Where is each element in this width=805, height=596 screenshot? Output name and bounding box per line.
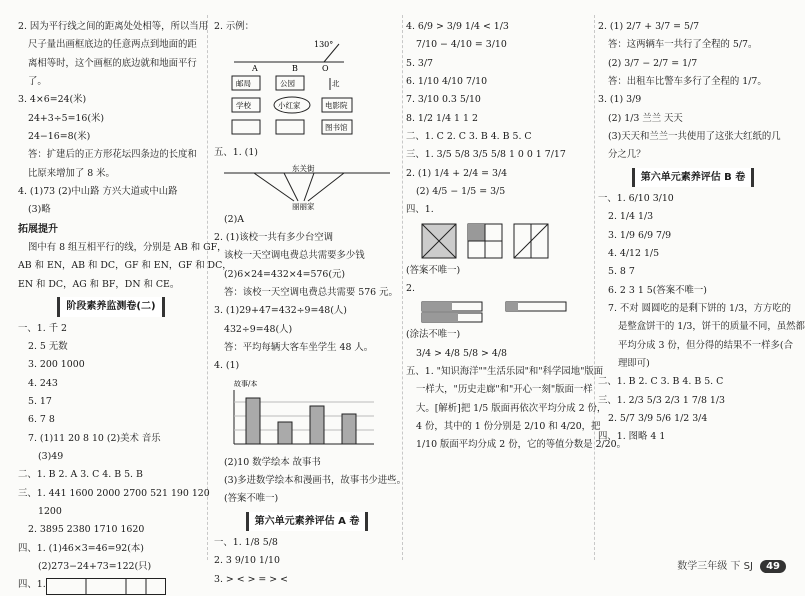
column-divider (594, 15, 595, 560)
answer-line: 3. > < > = > < (214, 573, 288, 585)
test-heading-label: 第六单元素养评估 A 卷 (246, 512, 369, 532)
answer-line: 一、1. 1/8 5/8 (214, 537, 278, 549)
grid-figure (46, 578, 166, 596)
answer-line: 三、1. 441 1600 2000 2700 521 190 120 (18, 487, 210, 499)
answer-line: 3/4 > 4/8 5/8 > 4/8 (416, 347, 507, 359)
answer-line: 离相等时，这个画框的底边就和地面平行 (28, 57, 197, 69)
point-label: B (292, 64, 298, 74)
answer-line: 五、1. "知识海洋""生活乐园"和"科学园地"版面 (406, 365, 604, 377)
map-figure (214, 74, 400, 142)
answer-line: 2. 示例： (214, 21, 255, 32)
answer-line: 答：这两辆车一共行了全程的 5/7。 (608, 39, 758, 51)
answer-line: 2. 5/7 3/9 5/6 1/2 3/4 (608, 413, 708, 425)
answer-line: 2. (1) 1/4 + 2/4 = 3/4 (406, 167, 508, 179)
answer-line: (2)A (224, 213, 245, 225)
answer-line: (3)天天和兰兰一共使用了这张大红纸的几 (608, 130, 781, 142)
answer-line: 24−16=8(米) (28, 130, 91, 142)
answer-line: AB 和 EN，AB 和 DC，GF 和 EN，GF 和 DC， (18, 260, 232, 272)
answer-line: (2) 1/3 兰兰 天天 (608, 112, 683, 124)
point-label: O (322, 64, 329, 74)
answer-line: 了。 (28, 75, 47, 87)
map-label: 学校 (236, 101, 251, 111)
map-label: 电影院 (325, 101, 348, 111)
answer-line: 一样大，"历史走廊"和"开心一刻"版面一样 (416, 384, 593, 396)
column-divider (207, 15, 208, 560)
bar-chart-figure (214, 378, 384, 452)
answer-line: 答：出租车比警车多行了全程的 1/7。 (608, 75, 767, 87)
answer-line: 二、1. C 2. C 3. B 4. B 5. C (406, 130, 532, 142)
column-4 (598, 18, 805, 447)
map-label: 图书馆 (325, 123, 348, 133)
answer-line: (答案不唯一) (224, 493, 279, 505)
angle-figure (214, 38, 400, 72)
answer-line: 答：该校一天空调电费总共需要 576 元。 (224, 286, 398, 298)
answer-line: 3. 4×6=24(米) (18, 94, 87, 106)
answer-line: 一、1. 千 2 (18, 322, 67, 334)
answer-line: 五、1. (1) (214, 147, 258, 159)
map-label: 邮局 (236, 79, 251, 89)
answer-line: 2. 3895 2380 1710 1620 (28, 524, 145, 536)
answer-line: (2)273−24+73=122(只) (38, 560, 152, 572)
answer-line: 三、1. 2/3 5/3 2/3 1 7/8 1/3 (598, 394, 725, 406)
route-figure (214, 165, 400, 209)
answer-line: 4 份，其中的 1 份分别是 2/10 和 4/20，把 (416, 420, 601, 432)
answer-line: (2) 4/5 − 1/5 = 3/5 (416, 185, 506, 197)
test-heading (214, 512, 400, 532)
answer-line: 尺子量出画框底边的任意两点到地面的距 (28, 39, 197, 51)
answer-line: 四、1. (406, 204, 434, 216)
chart-ylabel: 故事/本 (234, 379, 258, 388)
test-heading-label: 第六单元素养评估 B 卷 (632, 168, 755, 188)
answer-label: 四、1. (18, 579, 46, 591)
fraction-shapes-figure (406, 222, 586, 260)
column-2 (214, 18, 407, 589)
answer-line (18, 576, 204, 594)
column-1 (18, 18, 232, 595)
answer-line: 答：平均每辆大客车坐学生 48 人。 (224, 341, 374, 353)
answer-line: 4. 4/12 1/5 (608, 248, 660, 260)
answer-line: 4. (1) (214, 360, 240, 372)
answer-line: 6. 7 8 (28, 414, 55, 426)
answer-line: 6. 2 3 1 5(答案不唯一) (608, 284, 707, 296)
answer-line: 7. (1)11 20 8 10 (2)美术 音乐 (28, 432, 161, 444)
answer-line: 4. 6/9 > 3/9 1/4 < 1/3 (406, 21, 509, 32)
answer-line: 7. 3/10 0.3 5/10 (406, 94, 481, 106)
answer-line: 大。[解析]把 1/5 版面再依次平均分成 2 份， (416, 402, 607, 414)
answer-line: EN 和 DC，AG 和 BF，DN 和 CE。 (18, 278, 180, 290)
answer-line: 三、1. 3/5 5/8 3/5 5/8 1 0 0 1 7/17 (406, 149, 566, 161)
answer-line: 比原来增加了 8 米。 (28, 167, 115, 179)
answer-line: (2)6×24=432×4=576(元) (224, 268, 346, 280)
answer-line: (3)多进数学绘本和漫画书，故事书少进些。 (224, 474, 407, 486)
answer-line: 是整盒饼干的 1/3，饼干的质量不同，虽然都 (618, 321, 805, 333)
answer-line: (涂法不唯一) (406, 329, 461, 341)
answer-line: 2. (1) 2/7 + 3/7 = 5/7 (598, 21, 700, 32)
home-label: 丽丽家 (292, 201, 315, 211)
answer-line: 3. 1/9 6/9 7/9 (608, 229, 672, 241)
answer-line: 2. (406, 282, 415, 294)
answer-line: 5. 3/7 (406, 57, 434, 69)
answer-line: 24+3÷5=16(米) (28, 112, 105, 124)
page-number: 49 (760, 560, 786, 573)
answer-line: 3. (1)29+47=432÷9=48(人) (214, 305, 347, 317)
fraction-bars-figure (406, 300, 586, 324)
book-title: 数学三年级 下 SJ (677, 561, 753, 572)
answer-line: (2) 3/7 − 2/7 = 1/7 (608, 57, 698, 69)
answer-line: 5. 8 7 (608, 266, 635, 278)
answer-line: 答：扩建后的正方形花坛四条边的长度和 (28, 149, 197, 161)
answer-line: 图中有 8 组互相平行的线，分别是 AB 和 GF， (28, 242, 227, 254)
answer-line: (3)49 (38, 450, 64, 462)
answer-line: 3. 200 1000 (28, 359, 85, 371)
answer-line: (3)略 (28, 204, 51, 216)
answer-line: 二、1. B 2. C 3. B 4. B 5. C (598, 376, 724, 388)
map-label: 公园 (280, 79, 295, 89)
answer-line: 该校一天空调电费总共需要多少钱 (224, 250, 365, 262)
section-title: 拓展提升 (18, 223, 58, 235)
answer-line: 理即可) (618, 358, 650, 370)
answer-line: 2. 3 9/10 1/10 (214, 555, 280, 567)
answer-line: (2)10 数学绘本 故事书 (224, 456, 321, 468)
answer-line: 1200 (38, 505, 62, 517)
answer-line: 7. 不对 圆圆吃的是剩下饼的 1/3，方方吃的 (608, 303, 791, 315)
page-footer (677, 557, 786, 573)
answer-line: 4. (1)73 (2)中山路 方兴大道或中山路 (18, 185, 178, 197)
answer-line: 分之几？ (608, 149, 646, 161)
map-label: 北 (332, 79, 340, 89)
answer-line: 7/10 − 4/10 = 3/10 (416, 39, 507, 51)
answer-line: 四、1. 图略 4 1 (598, 431, 666, 443)
answer-line: 平均分成 3 份，但分得的结果不一样多(合 (618, 339, 793, 351)
answer-line: 四、1. (1)46×3=46=92(本) (18, 542, 144, 554)
answer-line: 二、1. B 2. A 3. C 4. B 5. B (18, 469, 143, 481)
road-label: 东关街 (292, 163, 315, 173)
answer-line: 2. (1)该校一共有多少台空调 (214, 231, 333, 243)
map-label: 小红家 (278, 101, 301, 111)
test-heading (598, 168, 788, 188)
answer-line: 8. 1/2 1/4 1 1 2 (406, 112, 478, 124)
angle-label: 130° (314, 40, 334, 50)
answer-line: 2. 1/4 1/3 (608, 211, 654, 223)
answer-line: 4. 243 (28, 377, 58, 389)
answer-line: 6. 1/10 4/10 7/10 (406, 75, 488, 87)
answer-line: 432÷9=48(人) (224, 323, 293, 335)
answer-line: 2. 5 无数 (28, 340, 68, 352)
test-heading (18, 297, 204, 317)
answer-line: 1/10 版面平均分成 2 份，它的等值分数是 2/20。 (416, 439, 626, 451)
answer-line: 2. 因为平行线之间的距离处处相等，所以当用 (18, 21, 209, 32)
test-heading-label: 阶段素养监测卷(二) (57, 297, 164, 317)
answer-line: 一、1. 6/10 3/10 (598, 193, 674, 205)
answer-line: 3. (1) 3/9 (598, 94, 642, 106)
answer-line: (答案不唯一) (406, 264, 461, 276)
point-label: A (252, 64, 258, 74)
answer-line: 5. 17 (28, 395, 52, 407)
